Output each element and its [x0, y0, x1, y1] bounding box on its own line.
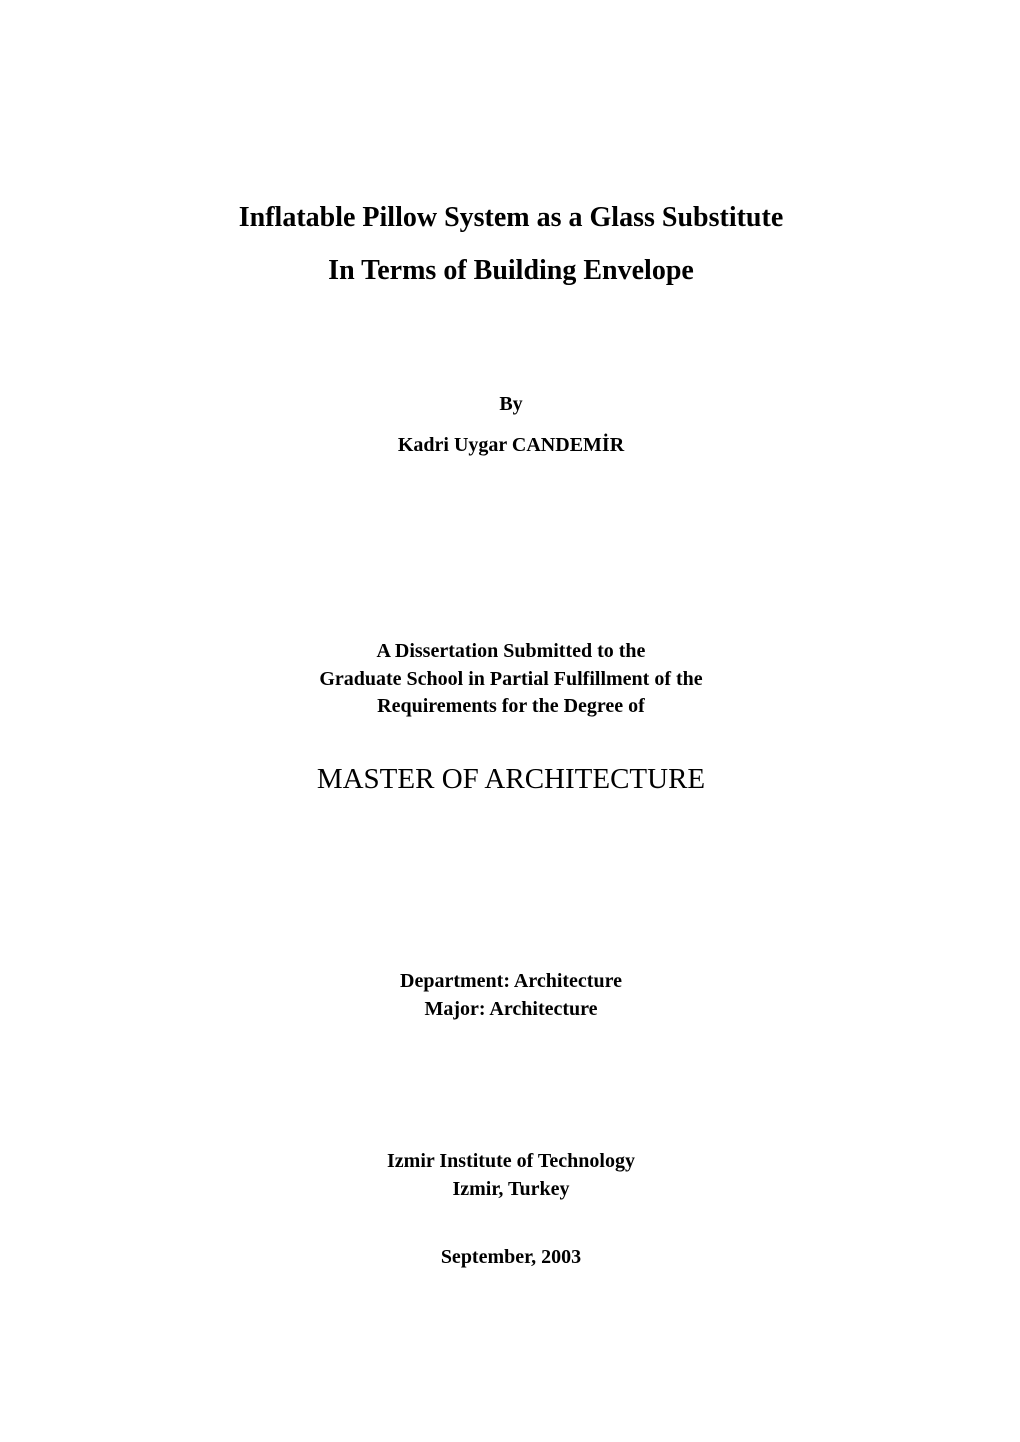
by-label: By	[499, 393, 523, 415]
institution-name: Izmir Institute of Technology	[387, 1150, 635, 1172]
submission-line-2: Graduate School in Partial Fulfillment of the	[319, 668, 703, 690]
thesis-title-line-2: In Terms of Building Envelope	[328, 255, 694, 286]
department: Department: Architecture	[400, 970, 622, 992]
submission-line-1: A Dissertation Submitted to the	[376, 640, 646, 662]
major: Major: Architecture	[424, 998, 598, 1020]
institution-location: Izmir, Turkey	[452, 1178, 570, 1200]
submission-date: September, 2003	[440, 1246, 582, 1268]
submission-line-3: Requirements for the Degree of	[377, 695, 645, 717]
thesis-title-line-1: Inflatable Pillow System as a Glass Substitute	[238, 202, 784, 233]
degree-name: MASTER OF ARCHITECTURE	[316, 763, 706, 795]
author-name: Kadri Uygar CANDEMİR	[397, 434, 625, 456]
